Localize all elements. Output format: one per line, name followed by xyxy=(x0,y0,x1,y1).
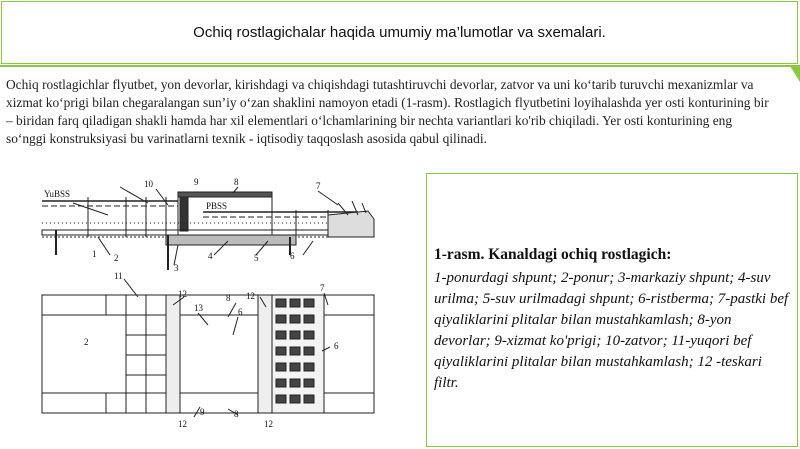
section-number: 4 xyxy=(208,251,213,261)
plan-number: 9 xyxy=(200,407,205,417)
plan-number: 12 xyxy=(178,289,187,299)
corner-accent xyxy=(790,66,800,82)
section-number: 6 xyxy=(290,251,295,261)
plan-number: 12 xyxy=(246,291,255,301)
slide-title: Ochiq rostlagichalar haqida umumiy ma’lumotlar va sxemalari. xyxy=(193,24,606,41)
plan-number: 12 xyxy=(264,419,273,429)
level-label-downstream: PBSS xyxy=(206,201,228,211)
level-label-upstream: YuBSS xyxy=(44,189,71,199)
section-number: 10 xyxy=(144,179,153,189)
plan-number: 2 xyxy=(84,337,89,347)
section-number: 1 xyxy=(92,249,97,259)
plan-number: 11 xyxy=(114,271,123,281)
plan-number: 12 xyxy=(178,419,187,429)
figure-caption-box xyxy=(426,173,798,447)
figure-caption-legend: 1-ponurdagi shpunt; 2-ponur; 3-markaziy shpunt; 4-suv urilma; 5-suv urilmadagi shpunt; 6-ristberma; 7-pastki bef qiyaliklarini plitalar bilan mustahkamlash; 8-yon devorlar; 9-xizmat ko'prigi; 10-zatvor; 11-yuqori bef qiyaliklarini plitalar bilan mustahkamlash; 12 -teskari filtr. xyxy=(434,270,789,391)
section-number: 9 xyxy=(194,177,199,187)
section-number: 3 xyxy=(174,263,179,273)
plan-number: 6 xyxy=(334,341,339,351)
section-number: 2 xyxy=(114,253,119,263)
section-number: 8 xyxy=(234,177,239,187)
section-number: 5 xyxy=(254,253,259,263)
plan-number: 7 xyxy=(320,283,325,293)
plan-number: 8 xyxy=(234,409,239,419)
plan-number: 6 xyxy=(238,307,243,317)
green-divider xyxy=(0,65,800,67)
slide-title-box xyxy=(1,1,798,64)
section-number: 7 xyxy=(316,181,321,191)
figure-caption-title: 1-rasm. Kanaldagi ochiq rostlagich: xyxy=(434,246,672,263)
intro-paragraph: Ochiq rostlagichlar flyutbet, yon devorlar, kirishdagi va chiqishdagi tutashtiruvchi devorlar, zatvor va uni ko‘tarib turuvchi mexanizmlar va xizmat ko‘prigi bilan chegaralangan sun’iy o‘zan shaklini namoyon etadi (1-rasm). Rostlagich flyutbetini loyihalashda yer osti konturining bir – biridan farq qiladigan shakli hamda har xil elementlari o‘lchamlarining bir nechta variantlari ko'rib chiqiladi. Yer osti konturining eng so‘nggi konstruksiyasi bu varinatlarni texnik - iqtisodiy taqqoslash asosida qabul qilinadi. xyxy=(6,77,769,146)
plan-number: 8 xyxy=(226,293,231,303)
regulator-drawing xyxy=(28,175,420,447)
plan-number: 13 xyxy=(194,303,203,313)
